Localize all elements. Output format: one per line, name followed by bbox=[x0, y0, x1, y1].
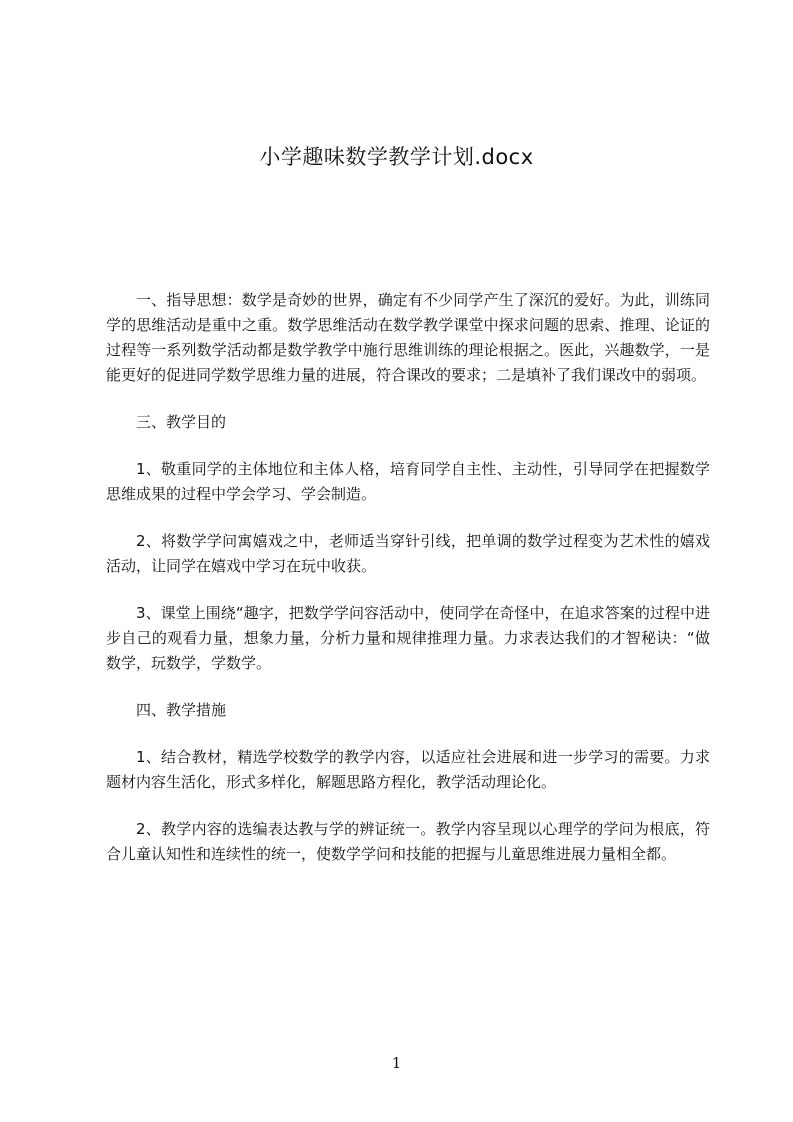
page-number: 1 bbox=[391, 1054, 402, 1072]
document-body bbox=[106, 288, 710, 889]
document-title: 小学趣味数学教学计划.docx bbox=[259, 145, 534, 169]
section-heading-teaching-goals: 三、教学目的 bbox=[136, 413, 227, 431]
paragraph-goal-2: 2、将数学学问寓嬉戏之中，老师适当穿针引线，把单调的数学过程变为艺术性的嬉戏活动，让同学在嬉戏中学习在玩中收获。 bbox=[106, 532, 710, 575]
paragraph-measure-1: 1、结合教材，精选学校数学的教学内容，以适应社会进展和进一步学习的需要。力求题材内容生活化，形式多样化，解题思路方程化，教学活动理论化。 bbox=[106, 748, 710, 791]
section-heading-teaching-measures: 四、教学措施 bbox=[136, 701, 227, 719]
paragraph-goal-3: 3、课堂上围绕“趣字，把数学学问容活动中，使同学在奇怪中，在追求答案的过程中进步自己的观看力量，想象力量，分析力量和规律推理力量。力求表达我们的才智秘诀：“做数学，玩数学，学数学。 bbox=[106, 604, 710, 672]
paragraph-goal-1: 1、敬重同学的主体地位和主体人格，培育同学自主性、主动性，引导同学在把握数学思维成果的过程中学会学习、学会制造。 bbox=[106, 460, 710, 503]
paragraph-measure-2: 2、教学内容的选编表达教与学的辨证统一。教学内容呈现以心理学的学问为根底，符合儿童认知性和连续性的统一，使数学学问和技能的把握与儿童思维进展力量相全都。 bbox=[106, 820, 710, 863]
paragraph-guiding-ideology: 一、指导思想：数学是奇妙的世界，确定有不少同学产生了深沉的爱好。为此，训练同学的思维活动是重中之重。数学思维活动在数学教学课堂中探求问题的思索、推理、论证的过程等一系列数学活动都是数学教学中施行思维训练的理论根据之。医此，兴趣数学，一是能更好的促进同学数学思维力量的进展，符合课改的要求；二是填补了我们课改中的弱项。 bbox=[106, 291, 710, 384]
